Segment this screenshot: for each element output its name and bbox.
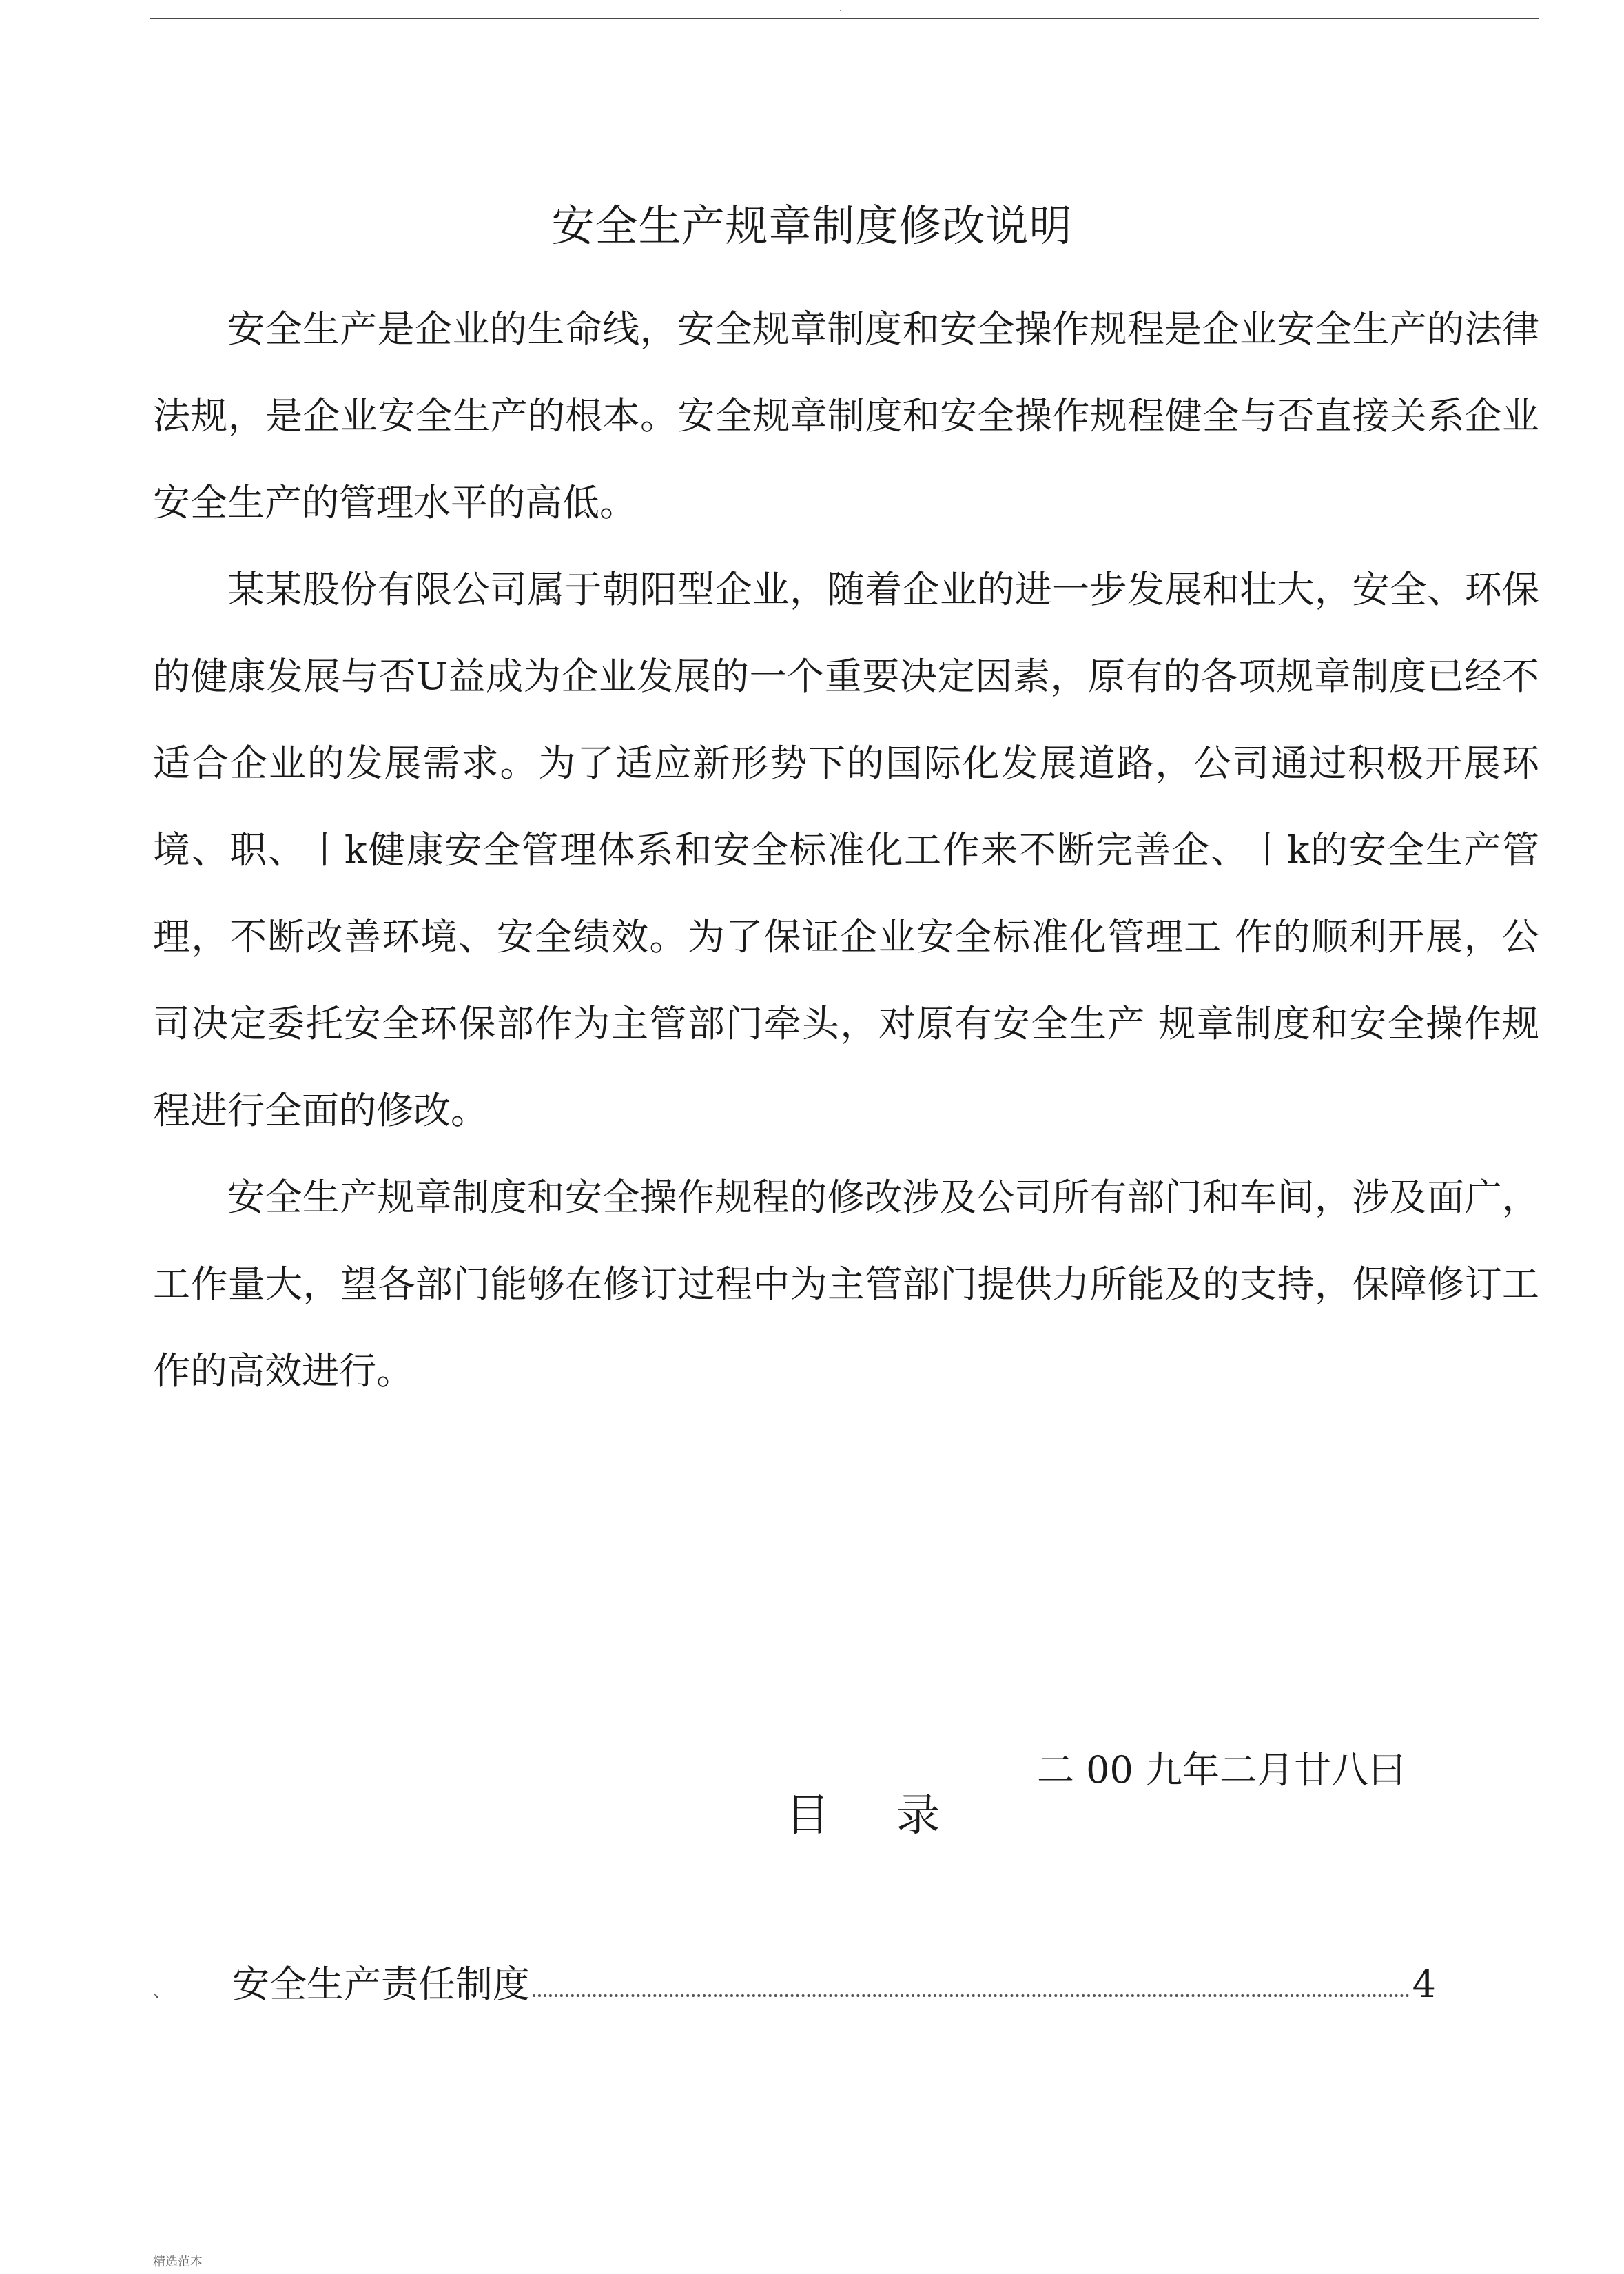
header-mark: . xyxy=(839,6,842,13)
paragraph-intro: 安全生产是企业的生命线，安全规章制度和安全操作规程是企业安全生产的法律法规，是企业安全生产的根本。安全规章制度和安全操作规程健全与否直接关系企业安全生产的管理水平的高低。 xyxy=(153,307,1539,524)
toc-title: 目 录 xyxy=(785,1790,967,1841)
paragraph-background: 某某股份有限公司属于朝阳型企业，随着企业的进一步发展和壮大，安全、环保的健康发展与否U益成为企业发展的一个重要决定因素，原有的各项规章制度已经不适合企业的发展需求。为了适应新形势下的国际化发展道路，公司通过积极开展环境、职、丨k健康安全管理体系和安全标准化工作来不断完善企、丨k的安全生产管理，不断改善环境、安全绩效。为了保证企业安全标准化管理工 作的顺利开展，公司决定委托安全环保部作为主管部门牵头，对原有安全生产 规章制度和安全操作规程进行全面的修改。 xyxy=(153,568,1539,1132)
header-rule xyxy=(150,18,1539,19)
toc-dot-leader xyxy=(533,1994,1410,1997)
toc-entry-page: 4 xyxy=(1412,1963,1436,2006)
toc-entry-label: 安全生产责任制度 xyxy=(232,1963,530,2006)
toc-entry[interactable] xyxy=(153,1957,1436,2012)
toc-entry-number: 、 xyxy=(153,1981,172,2002)
document-date: 二 00 九年二月廿八曰 xyxy=(1037,1748,1406,1792)
footer-label: 精选范本 xyxy=(153,2255,203,2269)
document-title: 安全生产规章制度修改说明 xyxy=(551,201,1073,251)
paragraph-request: 安全生产规章制度和安全操作规程的修改涉及公司所有部门和车间，涉及面广，工作量大，望各部门能够在修订过程中为主管部门提供力所能及的支持，保障修订工作的高效进行。 xyxy=(153,1176,1539,1393)
document-body xyxy=(153,286,1539,1415)
